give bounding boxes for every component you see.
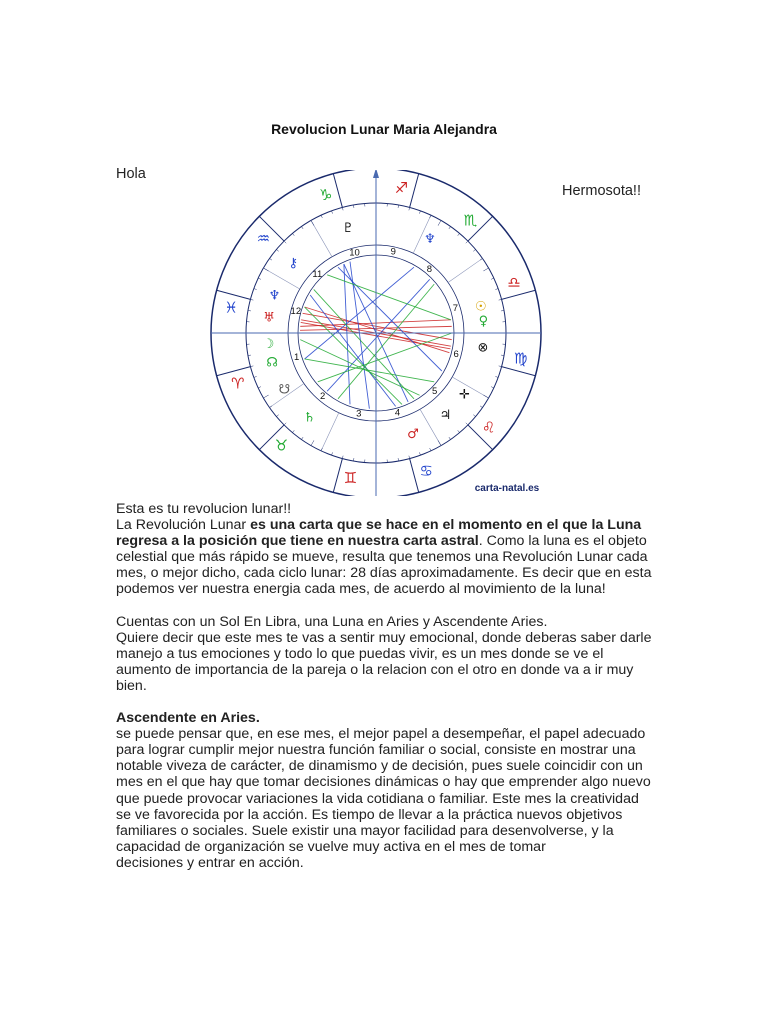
chart-axes bbox=[211, 170, 541, 496]
body-text bbox=[116, 501, 656, 871]
degree-tick bbox=[263, 268, 268, 271]
degree-tick bbox=[491, 278, 494, 279]
planet-icon: ☉ bbox=[474, 299, 487, 315]
degree-tick bbox=[458, 233, 460, 235]
degree-tick bbox=[254, 289, 257, 290]
planet-icon: ♆ bbox=[268, 288, 281, 304]
degree-tick bbox=[292, 430, 294, 432]
degree-tick bbox=[321, 448, 322, 451]
planet-icon: ♆ bbox=[424, 231, 436, 247]
degree-tick bbox=[250, 366, 253, 367]
degree-tick bbox=[263, 395, 268, 398]
house-number: 5 bbox=[432, 386, 438, 398]
sign-divider bbox=[410, 174, 419, 208]
degree-tick bbox=[480, 406, 482, 408]
degree-tick bbox=[270, 258, 272, 260]
degree-tick bbox=[353, 205, 354, 208]
aspect-line bbox=[305, 307, 402, 404]
degree-tick bbox=[342, 207, 343, 210]
sign-divider bbox=[410, 459, 419, 493]
degree-tick bbox=[321, 215, 322, 218]
degree-tick bbox=[353, 458, 354, 461]
degree-tick bbox=[342, 456, 343, 459]
sign-divider bbox=[333, 459, 342, 493]
degree-tick bbox=[258, 387, 261, 388]
house-number: 1 bbox=[293, 351, 300, 363]
aspect-line bbox=[300, 340, 419, 396]
summary-line: Cuentas con un Sol En Libra, una Luna en Aries y Ascendente Aries. bbox=[116, 613, 548, 630]
planet-icon: ☊ bbox=[266, 355, 278, 371]
planet-icon: ⊗ bbox=[477, 340, 489, 356]
degree-tick bbox=[430, 215, 431, 218]
sign-divider bbox=[333, 174, 342, 208]
house-cusp bbox=[321, 413, 339, 451]
chart-watermark: carta-natal.es bbox=[474, 483, 540, 494]
degree-tick bbox=[466, 241, 468, 243]
degree-tick bbox=[483, 268, 488, 271]
degree-tick bbox=[284, 241, 286, 243]
zodiac-sign-icon: ♑ bbox=[318, 185, 333, 204]
degree-tick bbox=[449, 437, 451, 439]
degree-tick bbox=[409, 456, 410, 459]
zodiac-sign-icon: ♈ bbox=[231, 374, 245, 393]
sign-divider bbox=[502, 367, 536, 376]
degree-tick bbox=[483, 395, 488, 398]
intro-paragraph: La Revolución Lunar es una carta que se hace en el momento en el que la Luna regresa a la posición que tiene en nuestra carta astral. Como la luna es el objeto celestial que más rápido se mueve, resulta que tenemos una Revolución Lunar cada mes, o mejor dicho, cada ciclo lunar: 28 días aproximadamente. Es decir que en esta podemos ver nuestra energia cada mes, de acuerdo al movimiento de la luna! bbox=[116, 517, 652, 598]
ascendant-paragraph-end: decisiones y entrar en acción. bbox=[116, 854, 304, 871]
summary-paragraph: Quiere decir que este mes te vas a sentir muy emocional, donde deberas saber darle manejo a tus emociones y todo lo que puedas vivir, es un mes donde se ve el aumento de importancia de la pareja o la relacion con el otro en donde va a ir muy bien. bbox=[116, 629, 652, 694]
house-cusp bbox=[420, 409, 441, 445]
house-number: 12 bbox=[290, 306, 302, 318]
house-cusp bbox=[263, 268, 299, 289]
degree-tick bbox=[473, 249, 475, 251]
degree-tick bbox=[499, 366, 502, 367]
zodiac-sign-icon: ♐ bbox=[394, 179, 409, 198]
planet-icon: ♅ bbox=[263, 310, 275, 326]
house-number: 9 bbox=[390, 246, 396, 258]
house-cusp bbox=[452, 377, 488, 398]
ascendant-paragraph: se puede pensar que, en ese mes, el mejor papel a desempeñar, el papel adecuado para lograr cumplir mejor nuestra función familiar o social, consiste en mostrar una notable viveza de carácter, de dinamismo y de decisión, pues suele coincidir con un mes en el que hay que tomar decisiones dinámicas o hay que emprender algo nuevo que puede provocar variaciones la vida cotidiana o familiar. Este mes la creatividad se ve favorecida por la acción. Es tiempo de llevar a la práctica nuevos objetivos familiares o sociales. Suele existir una mayor facilidad para desenvolverse, y la capacidad de organización se vuelve muy activa en el mes de tomar bbox=[116, 726, 651, 855]
degree-tick bbox=[332, 211, 333, 214]
degree-tick bbox=[248, 355, 251, 356]
degree-tick bbox=[301, 227, 303, 229]
degree-tick bbox=[398, 458, 399, 461]
planet-icon: ☽ bbox=[262, 336, 275, 352]
degree-tick bbox=[270, 406, 272, 408]
planet-icon: ☋ bbox=[278, 382, 291, 398]
house-number: 2 bbox=[320, 391, 326, 403]
degree-tick bbox=[398, 205, 399, 208]
zodiac-sign-icon: ♉ bbox=[274, 436, 289, 455]
degree-tick bbox=[473, 415, 475, 417]
degree-tick bbox=[409, 207, 410, 210]
degree-tick bbox=[449, 227, 451, 229]
aspect-line bbox=[327, 279, 430, 391]
degree-tick bbox=[276, 415, 278, 417]
degree-tick bbox=[292, 233, 294, 235]
greeting-hola: Hola bbox=[116, 166, 146, 182]
aspect-line bbox=[350, 262, 369, 409]
degree-tick bbox=[501, 310, 504, 311]
ascendant-heading: Ascendente en Aries. bbox=[116, 710, 260, 727]
degree-tick bbox=[248, 310, 251, 311]
degree-tick bbox=[499, 299, 502, 300]
planet-icon: ✛ bbox=[459, 387, 470, 403]
aspect-line bbox=[344, 264, 350, 404]
degree-tick bbox=[430, 448, 431, 451]
zodiac-sign-icon: ♋ bbox=[419, 462, 434, 481]
house-cusp bbox=[448, 258, 482, 282]
house-number: 6 bbox=[453, 348, 459, 360]
zodiac-sign-icon: ♏ bbox=[463, 211, 478, 230]
page-title: Revolucion Lunar Maria Alejandra bbox=[271, 121, 497, 137]
intro-line: Esta es tu revolucion lunar!! bbox=[116, 501, 292, 517]
degree-tick bbox=[258, 278, 261, 279]
house-number: 3 bbox=[356, 408, 362, 420]
zodiac-sign-icon: ♍ bbox=[514, 349, 528, 368]
house-number: 10 bbox=[349, 247, 360, 259]
aspect-line bbox=[338, 284, 434, 399]
zodiac-sign-icon: ♊ bbox=[343, 468, 358, 487]
degree-tick bbox=[480, 258, 482, 260]
degree-tick bbox=[311, 440, 314, 445]
greeting-hermosota: Hermosota!! bbox=[562, 183, 641, 199]
degree-tick bbox=[466, 423, 468, 425]
degree-tick bbox=[250, 299, 253, 300]
zodiac-sign-icon: ♓ bbox=[224, 298, 238, 317]
degree-tick bbox=[495, 376, 498, 377]
degree-tick bbox=[501, 355, 504, 356]
degree-tick bbox=[419, 211, 420, 214]
degree-tick bbox=[458, 430, 460, 432]
house-cusp bbox=[311, 220, 332, 256]
zodiac-sign-icon: ♒ bbox=[256, 229, 271, 248]
planet-icon: ♄ bbox=[303, 410, 316, 426]
degree-tick bbox=[495, 289, 498, 290]
planet-icon: ♀ bbox=[478, 314, 489, 330]
house-number: 4 bbox=[394, 407, 401, 419]
degree-tick bbox=[311, 220, 314, 225]
degree-tick bbox=[491, 387, 494, 388]
astrology-chart bbox=[203, 170, 549, 496]
degree-tick bbox=[438, 440, 441, 445]
aspect-line bbox=[305, 267, 414, 359]
degree-tick bbox=[332, 452, 333, 455]
planet-icon: ⚷ bbox=[288, 256, 299, 272]
house-number: 11 bbox=[312, 268, 323, 280]
degree-tick bbox=[419, 452, 420, 455]
aspect-line bbox=[314, 289, 414, 398]
degree-tick bbox=[254, 376, 257, 377]
house-number: 8 bbox=[426, 263, 432, 275]
degree-tick bbox=[284, 423, 286, 425]
house-number: 7 bbox=[452, 303, 459, 315]
degree-tick bbox=[438, 220, 441, 225]
planet-icon: ♂ bbox=[407, 426, 419, 442]
planet-icon: ♇ bbox=[342, 221, 354, 237]
zodiac-sign-icon: ♎ bbox=[507, 273, 521, 292]
aspect-line bbox=[305, 359, 435, 382]
zodiac-sign-icon: ♌ bbox=[481, 418, 496, 437]
degree-tick bbox=[301, 437, 303, 439]
planet-icon: ♃ bbox=[439, 408, 452, 424]
degree-tick bbox=[276, 249, 278, 251]
